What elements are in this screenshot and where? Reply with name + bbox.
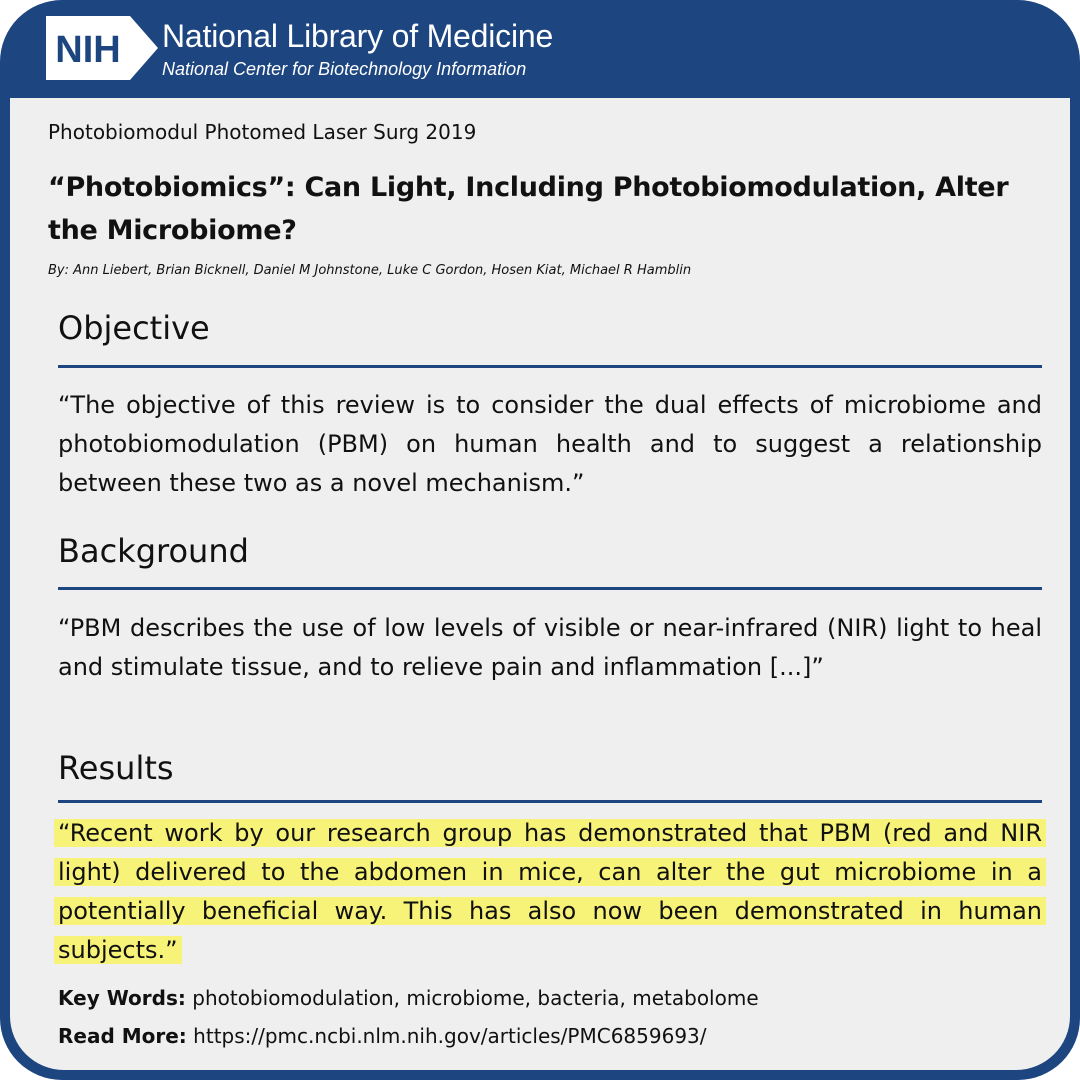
keywords-value: photobiomodulation, microbiome, bacteria, metabolome	[192, 986, 759, 1010]
readmore-link[interactable]: https://pmc.ncbi.nlm.nih.gov/articles/PMC6859693/	[193, 1024, 707, 1048]
background-heading: Background	[58, 532, 249, 570]
results-highlight: “Recent work by our research group has demonstrated that PBM (red and NIR light) delivered to the abdomen in mice, can alter the gut microbiome in a potentially beneficial way. This has also now been demonstrated in human subjects.”	[54, 819, 1046, 964]
keywords-line	[58, 984, 759, 1012]
objective-heading: Objective	[58, 309, 210, 347]
objective-divider	[58, 365, 1042, 368]
background-divider	[58, 587, 1042, 590]
nih-logo-text: NIH	[55, 29, 121, 71]
org-title: National Library of Medicine	[162, 18, 554, 54]
results-heading: Results	[58, 749, 174, 787]
objective-text: “The objective of this review is to consider the dual effects of microbiome and photobiomodulation (PBM) on human health and to suggest a relationship between these two as a novel mechanism.”	[58, 391, 1042, 497]
org-subtitle: National Center for Biotechnology Information	[162, 59, 527, 79]
readmore-label: Read More:	[58, 1024, 187, 1048]
nih-logo	[46, 16, 158, 80]
results-divider	[58, 800, 1042, 803]
header-bar	[0, 0, 1080, 98]
readmore-line	[58, 1022, 707, 1050]
journal-citation: Photobiomodul Photomed Laser Surg 2019	[48, 120, 477, 144]
keywords-label: Key Words:	[58, 986, 186, 1010]
article-authors: By: Ann Liebert, Brian Bicknell, Daniel M Johnstone, Luke C Gordon, Hosen Kiat, Michael R Hamblin	[48, 263, 692, 278]
article-title: “Photobiomics”: Can Light, Including Photobiomodulation, Alter the Microbiome?	[48, 172, 1009, 246]
results-text	[58, 814, 1042, 970]
background-text: “PBM describes the use of low levels of visible or near-infrared (NIR) light to heal and stimulate tissue, and to relieve pain and inflammation [...]”	[58, 614, 1042, 681]
